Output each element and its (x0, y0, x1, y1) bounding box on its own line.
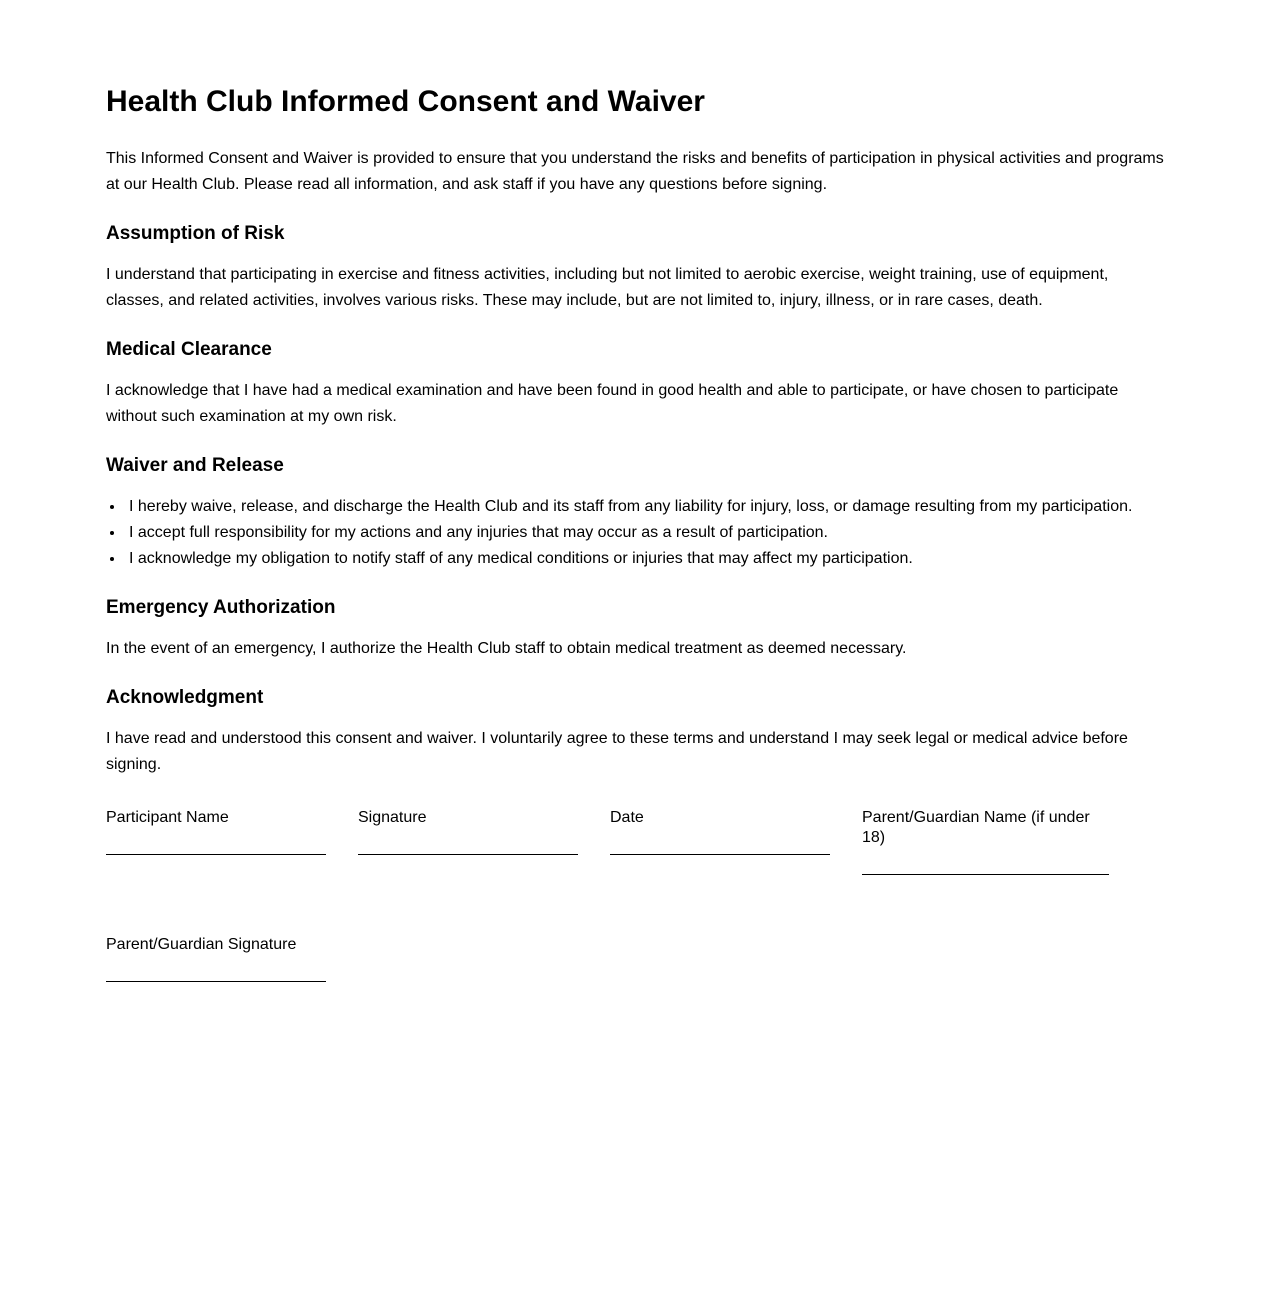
waiver-bullet-item: • I accept full responsibility for my actions and any injuries that may occur as a result of participation. (125, 520, 1168, 546)
date-label: Date (610, 808, 644, 826)
signature-field-signature (358, 808, 610, 875)
signature-label: Signature (358, 808, 427, 826)
parent-guardian-name-label: Parent/Guardian Name (if under 18) (862, 808, 1090, 846)
participant-name-signature-line[interactable] (106, 854, 326, 855)
section-heading-assumption-of-risk: Assumption of Risk (106, 222, 285, 244)
signature-field-parent-guardian-name (862, 808, 1114, 875)
participant-name-label: Participant Name (106, 808, 229, 826)
signature-field-participant-name (106, 808, 358, 875)
waiver-bullet-item: • I hereby waive, release, and discharge the Health Club and its staff from any liability for injury, loss, or damage resulting from my participation. (125, 494, 1168, 520)
parent-guardian-name-line[interactable] (862, 874, 1109, 875)
waiver-bullet-item: • I acknowledge my obligation to notify staff of any medical conditions or injuries that may affect my participation. (125, 546, 1168, 572)
date-line[interactable] (610, 854, 830, 855)
section-heading-waiver-and-release: Waiver and Release (106, 454, 284, 476)
section-heading-acknowledgment: Acknowledgment (106, 686, 264, 708)
signature-row-primary (106, 808, 1168, 875)
signature-field-date (610, 808, 862, 875)
section-body-acknowledgment: I have read and understood this consent and waiver. I voluntarily agree to these terms and understand I may seek legal or medical advice before signing. (106, 729, 1128, 773)
section-body-medical-clearance: I acknowledge that I have had a medical examination and have been found in good health and able to participate, or have chosen to participate without such examination at my own risk. (106, 381, 1119, 425)
document-body (106, 146, 1168, 778)
section-body-assumption-of-risk: I understand that participating in exercise and fitness activities, including but not limited to aerobic exercise, weight training, use of equipment, classes, and related activities, involves various risks. These may include, but are not limited to, injury, illness, or in rare cases, death. (106, 265, 1109, 309)
signature-row-secondary (106, 935, 1168, 982)
section-body-emergency-authorization: In the event of an emergency, I authorize the Health Club staff to obtain medical treatment as deemed necessary. (106, 639, 907, 657)
parent-guardian-signature-line[interactable] (106, 981, 326, 982)
signature-section (106, 808, 1168, 982)
parent-guardian-signature-label: Parent/Guardian Signature (106, 935, 297, 953)
signature-line[interactable] (358, 854, 578, 855)
section-heading-emergency-authorization: Emergency Authorization (106, 596, 336, 618)
waiver-bullet-list (106, 494, 1168, 572)
signature-field-parent-guardian-signature (106, 935, 358, 982)
section-heading-medical-clearance: Medical Clearance (106, 338, 272, 360)
page-title: Health Club Informed Consent and Waiver (106, 85, 705, 118)
intro-paragraph: This Informed Consent and Waiver is provided to ensure that you understand the risks and benefits of participation in physical activities and programs at our Health Club. Please read all information, and ask staff if you have any questions before signing. (106, 149, 1164, 193)
